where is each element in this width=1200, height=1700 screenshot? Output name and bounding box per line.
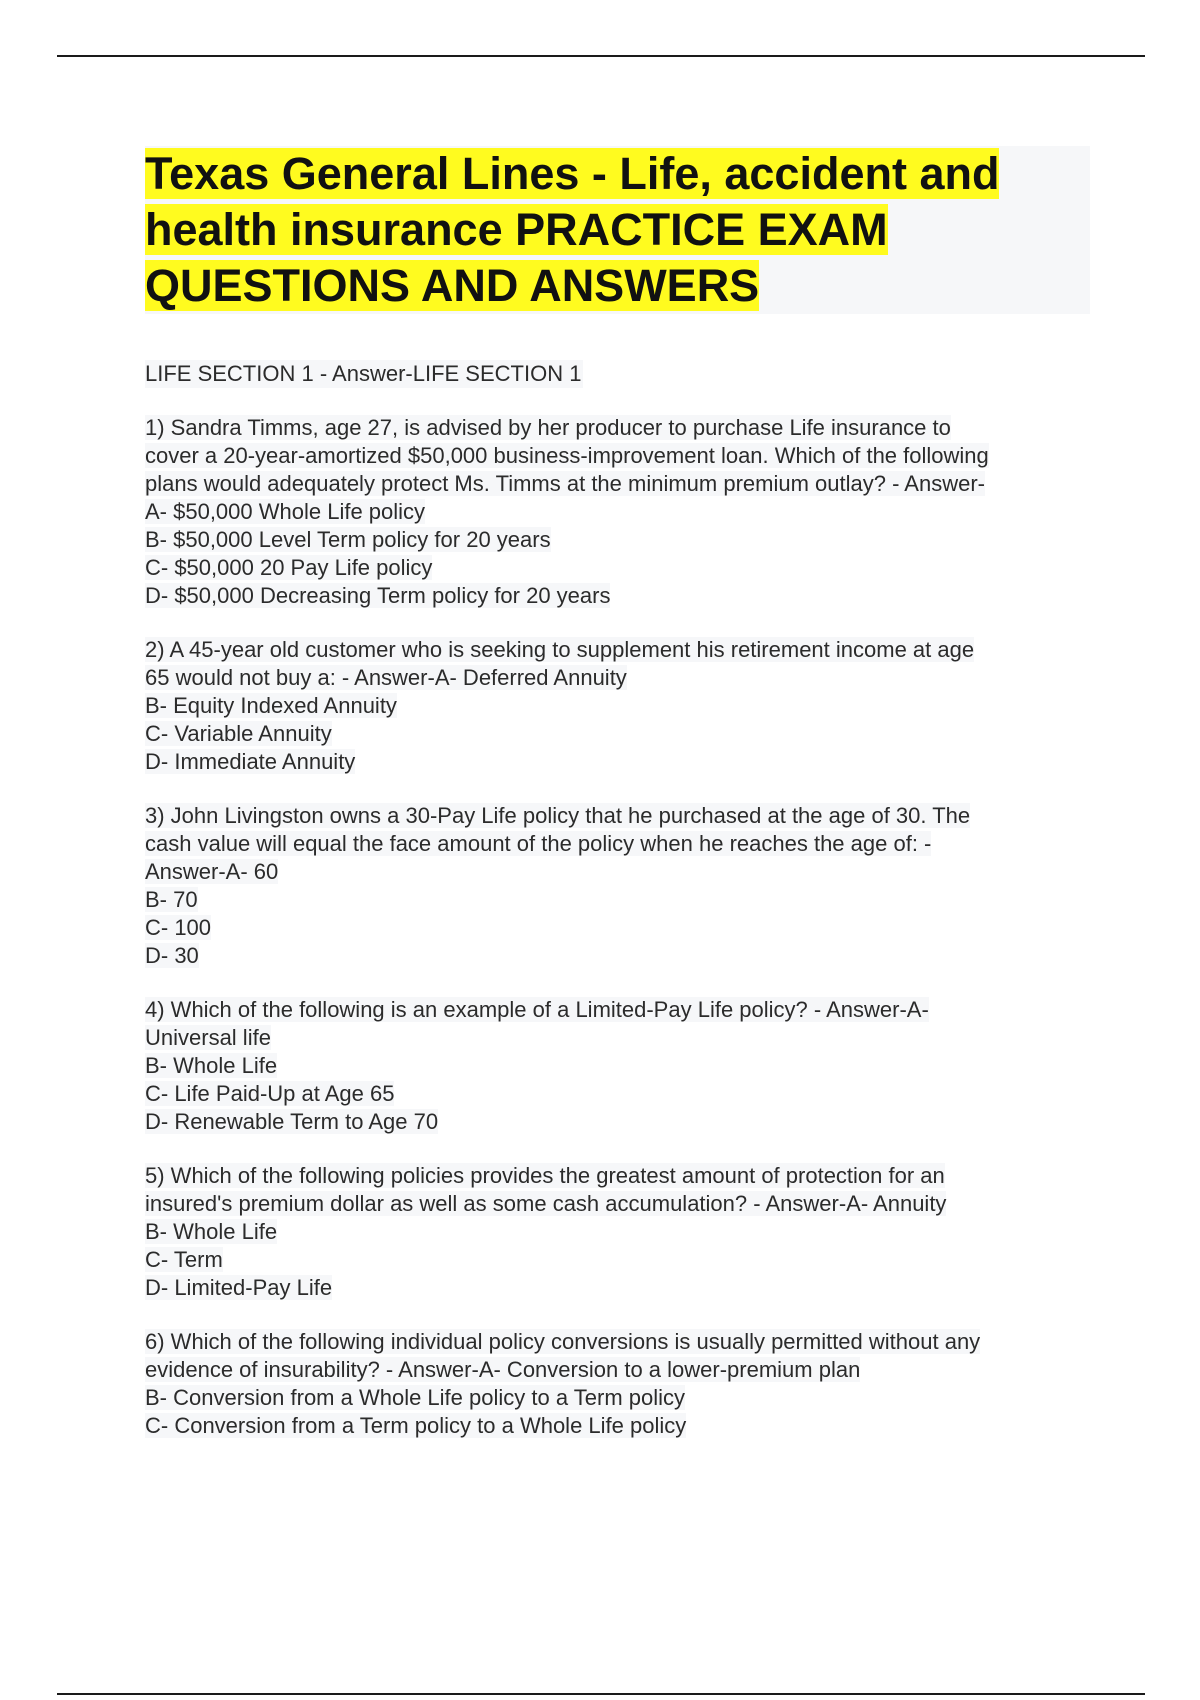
answer-option: C- Term <box>145 1247 223 1272</box>
answer-option: C- Life Paid-Up at Age 65 <box>145 1081 395 1106</box>
answer-option: C- Conversion from a Term policy to a Whole Life policy <box>145 1413 687 1438</box>
question-line: insured's premium dollar as well as some cash accumulation? - Answer-A- Annuity <box>145 1191 947 1216</box>
question-list <box>145 414 1090 1440</box>
question-line: plans would adequately protect Ms. Timms at the minimum premium outlay? - Answer- <box>145 471 985 496</box>
answer-option: D- $50,000 Decreasing Term policy for 20 years <box>145 583 611 608</box>
question-line: 5) Which of the following policies provides the greatest amount of protection for an <box>145 1163 945 1188</box>
answer-option: C- 100 <box>145 915 212 940</box>
question-1 <box>145 414 1090 610</box>
bottom-rule <box>57 1693 1145 1695</box>
question-line: cash value will equal the face amount of the policy when he reaches the age of: - <box>145 831 932 856</box>
question-line: 6) Which of the following individual policy conversions is usually permitted without any <box>145 1329 981 1354</box>
top-rule <box>57 55 1145 57</box>
title-highlight: Texas General Lines - Life, accident and health insurance PRACTICE EXAM QUESTIONS AND ANSWERS <box>145 148 1000 311</box>
answer-option: D- Immediate Annuity <box>145 749 356 774</box>
answer-option: D- Renewable Term to Age 70 <box>145 1109 439 1134</box>
answer-option: A- $50,000 Whole Life policy <box>145 499 426 524</box>
question-2 <box>145 636 1090 776</box>
answer-option: B- Whole Life <box>145 1219 278 1244</box>
question-line: 4) Which of the following is an example of a Limited-Pay Life policy? - Answer-A- <box>145 997 929 1022</box>
answer-option: B- Equity Indexed Annuity <box>145 693 397 718</box>
question-line: Universal life <box>145 1025 271 1050</box>
title-block <box>145 146 1090 314</box>
question-4 <box>145 996 1090 1136</box>
answer-option: B- 70 <box>145 887 198 912</box>
question-3 <box>145 802 1090 970</box>
question-line: evidence of insurability? - Answer-A- Conversion to a lower-premium plan <box>145 1357 861 1382</box>
section-heading: LIFE SECTION 1 - Answer-LIFE SECTION 1 <box>145 361 582 386</box>
question-line: 3) John Livingston owns a 30-Pay Life policy that he purchased at the age of 30. The <box>145 803 971 828</box>
answer-option: C- Variable Annuity <box>145 721 332 746</box>
question-line: Answer-A- 60 <box>145 859 279 884</box>
question-5 <box>145 1162 1090 1302</box>
answer-option: D- 30 <box>145 943 199 968</box>
question-6 <box>145 1328 1090 1440</box>
question-line: 65 would not buy a: - Answer-A- Deferred Annuity <box>145 665 627 690</box>
document-title <box>145 146 1090 314</box>
document-page <box>145 146 1090 1440</box>
question-line: 1) Sandra Timms, age 27, is advised by her producer to purchase Life insurance to <box>145 415 951 440</box>
question-line: cover a 20-year-amortized $50,000 business-improvement loan. Which of the following <box>145 443 989 468</box>
answer-option: C- $50,000 20 Pay Life policy <box>145 555 433 580</box>
answer-option: B- $50,000 Level Term policy for 20 years <box>145 527 551 552</box>
answer-option: B- Whole Life <box>145 1053 278 1078</box>
answer-option: D- Limited-Pay Life <box>145 1275 333 1300</box>
answer-option: B- Conversion from a Whole Life policy to a Term policy <box>145 1385 686 1410</box>
question-line: 2) A 45-year old customer who is seeking to supplement his retirement income at age <box>145 637 975 662</box>
